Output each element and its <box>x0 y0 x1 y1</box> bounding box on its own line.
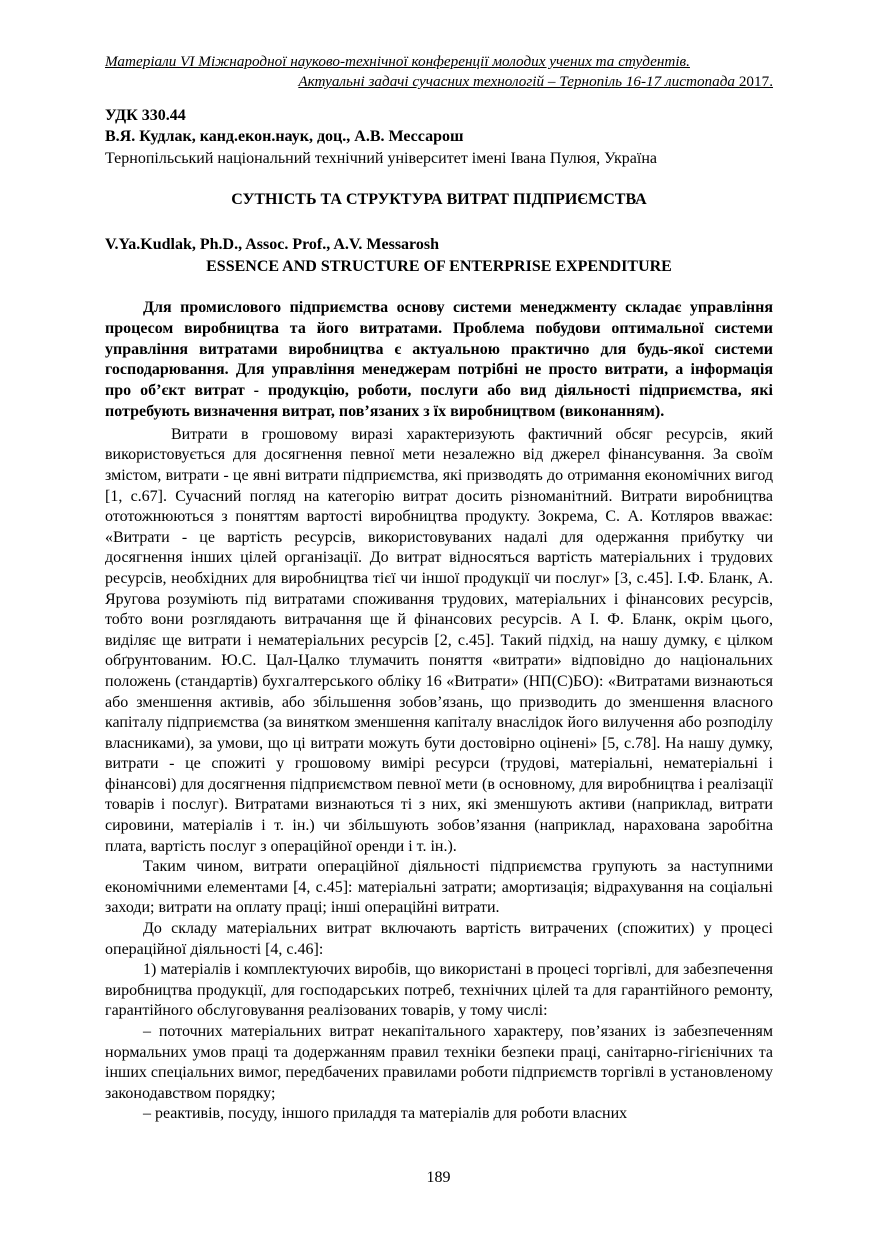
running-header-line-2 <box>105 72 773 92</box>
body-paragraph: До складу матеріальних витрат включають вартість витрачених (спожитих) у процесі операційної діяльності [4, с.46]: <box>105 920 773 958</box>
abstract: Для промислового підприємства основу системи менеджменту складає управління процесом виробництва та його витратами. Проблема побудови оптимальної системи управління витратами виробництва є актуальною практично для будь-якої системи господарювання. Для управління менеджерам потрібні не просто витрати, а інформація про об’єкт витрат - продукцію, роботи, послуги або вид діяльності підприємства, які потребують визначення витрат, пов’язаних з їх виробництвом (виконанням). <box>105 299 773 420</box>
authors-en: V.Ya.Kudlak, Ph.D., Assoc. Prof., A.V. Messarosh <box>105 236 439 253</box>
body-paragraph: – поточних матеріальних витрат некапітального характеру, пов’язаних із забезпеченням нормальних умов праці та додержанням правил техніки безпеки праці, санітарно-гігієнічних та інших спеціальних вимог, передбачених правилами роботи підприємств торгівлі в установленому законодавством порядку; <box>105 1023 773 1102</box>
body-paragraph: Витрати в грошовому виразі характеризують фактичний обсяг ресурсів, який використовується для досягнення певної мети незалежно від джерел фінансування. За своїм змістом, витрати - це явні витрати підприємства, які призводять до отримання економічних вигод [1, с.67]. Сучасний погляд на категорію витрат досить різноманітний. Витрати виробництва ототожнюються з поняттям вартості виробництва продукту. Зокрема, С. А. Котляров вважає: «Витрати - це вартість ресурсів, використовуваних надалі для одержання прибутку чи досягнення інших цілей організації. До витрат відносяться вартість матеріальних і трудових ресурсів, необхідних для виробництва тієї чи іншої продукції чи послуг» [3, с.45]. І.Ф. Бланк, А. Яругова розуміють під витратами споживання трудових, матеріальних і фінансових ресурсів, тобто вони розглядають витрачання ще й фінансових ресурсів. А І. Ф. Бланк, окрім цього, виділяє ще витрати і нематеріальних ресурсів [2, с.45]. Такий підхід, на нашу думку, є цілком обґрунтованим. Ю.С. Цал-Цалко тлумачить поняття «витрати» відповідно до національних положень (стандартів) бухгалтерського обліку 16 «Витрати» (НП(С)БО): «Витратами визнаються або зменшення активів, або збільшення зобов’язань, що призводить до зменшення власного капіталу підприємства (за винятком зменшення капіталу внаслідок його вилучення або розподілу власниками), за умови, що ці витрати можуть бути достовірно оцінені» [5, с.78]. На нашу думку, витрати - це спожиті у грошовому вимірі ресурси (трудові, матеріальні, нематеріальні і фінансові) для досягнення підприємством певної мети (в основному, для виробництва і реалізації товарів і послуг). Витратами визнаються ті з них, які зменшують активи (наприклад, витрати сировини, матеріалів і т. ін.) чи збільшують зобов’язання (наприклад, нарахована заробітна плата, вартість послуг з операційної оренди і т. ін.). <box>105 425 773 855</box>
paper-title-ua: СУТНІСТЬ ТА СТРУКТУРА ВИТРАТ ПІДПРИЄМСТВА <box>231 191 647 208</box>
udc-code: УДК 330.44 <box>105 107 186 124</box>
running-header-line-2-text: Актуальні задачі сучасних технологій – Тернопіль 16-17 листопада <box>298 73 736 90</box>
page-number: 189 <box>426 1169 451 1186</box>
affiliation: Тернопільський національний технічний університет імені Івана Пулюя, Україна <box>105 150 657 167</box>
authors-ua: В.Я. Кудлак, канд.екон.наук, доц., А.В. Мессарош <box>105 128 464 145</box>
body-text <box>105 425 773 1125</box>
body-paragraph: 1) матеріалів і комплектуючих виробів, що використані в процесі торгівлі, для забезпечення виробництва продукції, для господарських потреб, технічних цілей та для гарантійного ремонту, гарантійного обслуговування реалізованих товарів, у тому числі: <box>105 961 773 1020</box>
paper-page <box>105 52 773 1125</box>
running-header-line-1: Матеріали VI Міжнародної науково-технічної конференції молодих учених та студентів. <box>105 53 690 70</box>
paper-title-en: ESSENCE AND STRUCTURE OF ENTERPRISE EXPENDITURE <box>206 258 672 275</box>
running-header-year: 2017. <box>735 73 773 90</box>
body-paragraph: Таким чином, витрати операційної діяльності підприємства групують за наступними економічними елементами [4, с.45]: матеріальні затрати; амортизація; відрахування на соціальні заходи; витрати на оплату праці; інші операційні витрати. <box>105 858 773 917</box>
body-paragraph: – реактивів, посуду, іншого приладдя та матеріалів для роботи власних <box>143 1105 628 1123</box>
